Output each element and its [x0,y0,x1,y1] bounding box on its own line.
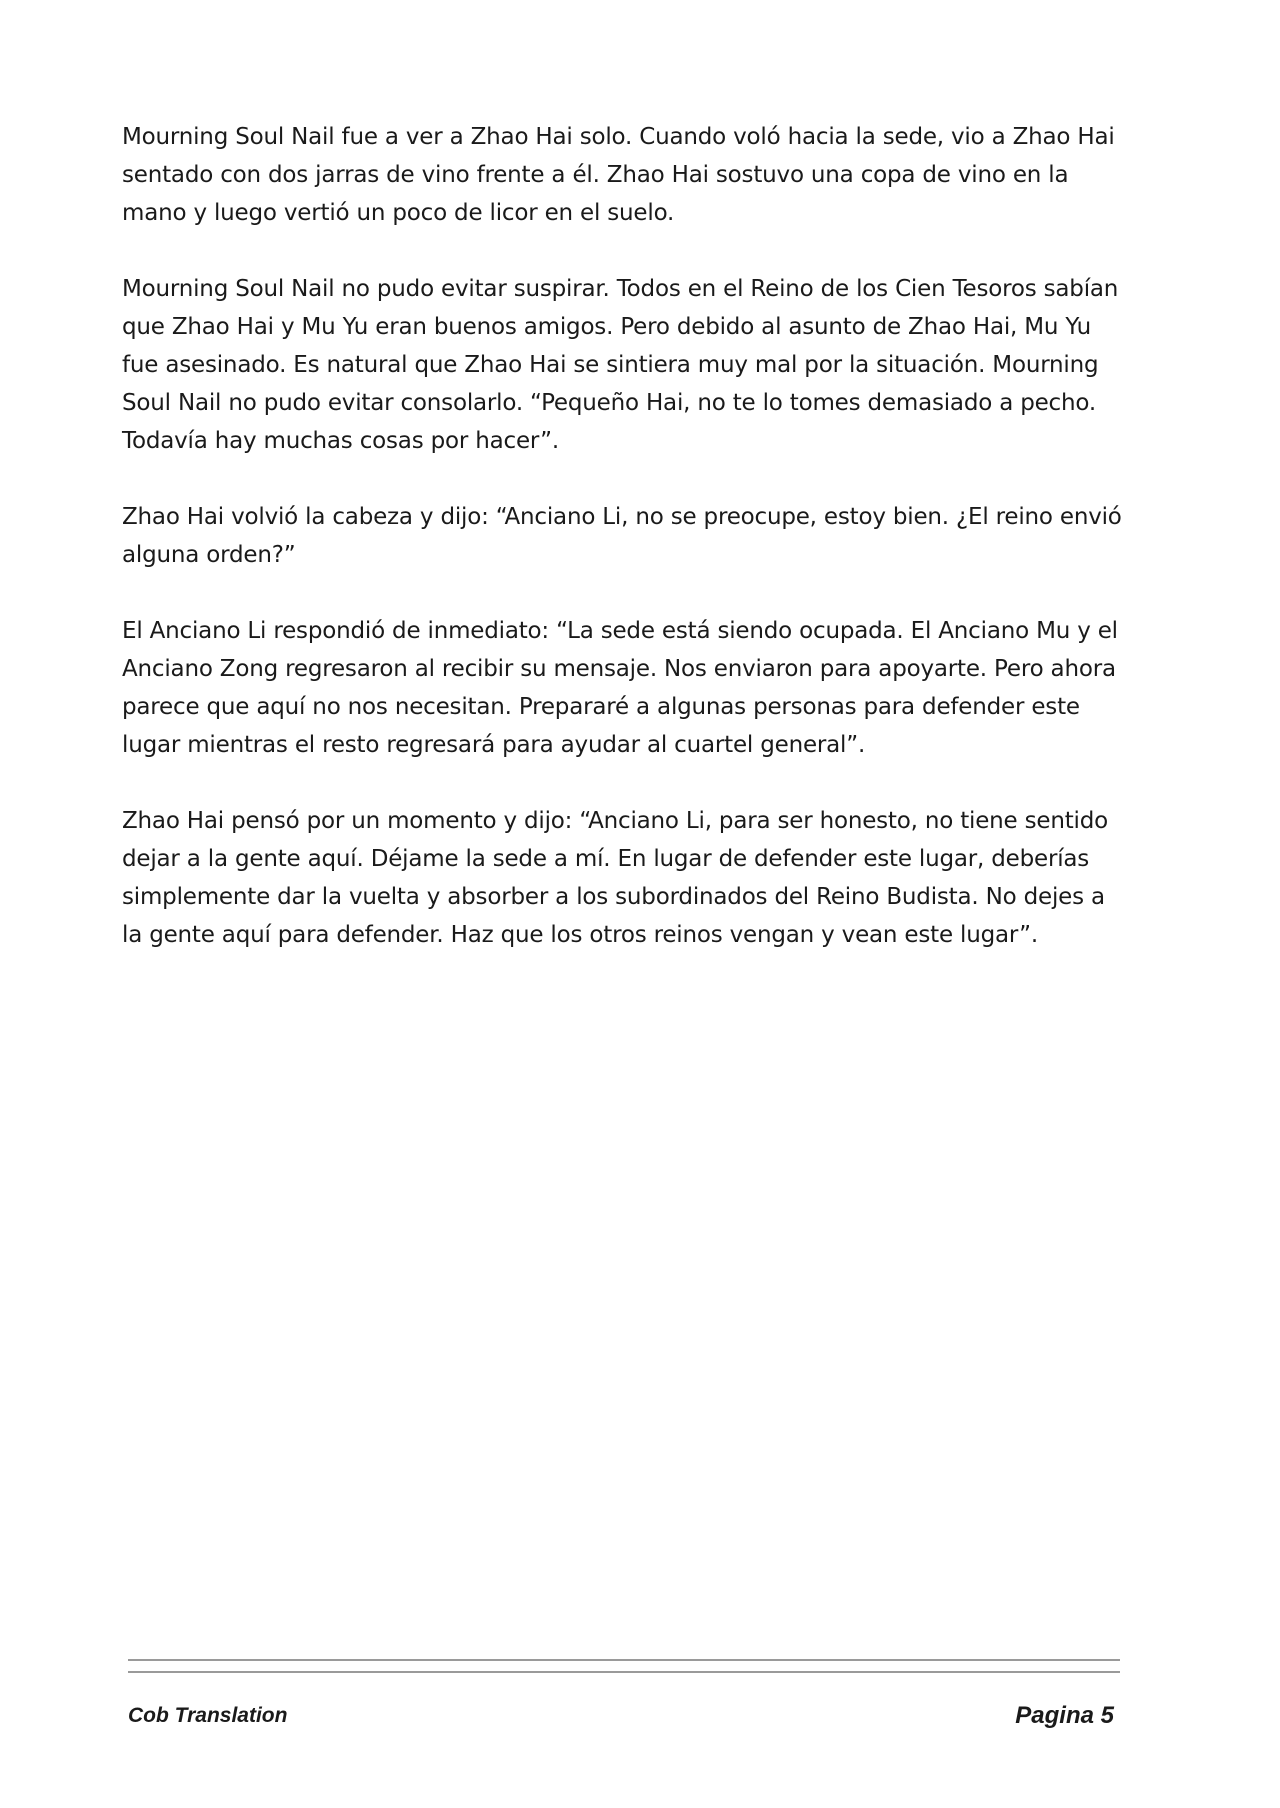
paragraph-4: El Anciano Li respondió de inmediato: “La sede está siendo ocupada. El Anciano Mu y el Anciano Zong regresaron al recibir su mensaje. Nos enviaron para apoyarte. Pero ahora parece que aquí no nos necesitan. Prepararé a algunas personas para defender este lugar mientras el resto regresará para ayudar al cuartel general”. [122,618,1118,758]
paragraph-5: Zhao Hai pensó por un momento y dijo: “Anciano Li, para ser honesto, no tiene sentido dejar a la gente aquí. Déjame la sede a mí. En lugar de defender este lugar, deberías simplemente dar la vuelta y absorber a los subordinados del Reino Budista. No dejes a la gente aquí para defender. Haz que los otros reinos vengan y vean este lugar”. [122,808,1108,948]
footer-divider-bottom [128,1671,1120,1673]
paragraph-3: Zhao Hai volvió la cabeza y dijo: “Anciano Li, no se preocupe, estoy bien. ¿El reino envió alguna orden?” [122,504,1122,568]
paragraph-2: Mourning Soul Nail no pudo evitar suspirar. Todos en el Reino de los Cien Tesoros sabían que Zhao Hai y Mu Yu eran buenos amigos. Pero debido al asunto de Zhao Hai, Mu Yu fue asesinado. Es natural que Zhao Hai se sintiera muy mal por la situación. Mourning Soul Nail no pudo evitar consolarlo. “Pequeño Hai, no te lo tomes demasiado a pecho. Todavía hay muchas cosas por hacer”. [122,276,1119,454]
body-text [122,118,1122,992]
footer-page-number: Pagina 5 [1015,1702,1114,1729]
footer-divider-top [128,1659,1120,1661]
footer-source-label: Cob Translation [128,1704,288,1727]
paragraph-1: Mourning Soul Nail fue a ver a Zhao Hai solo. Cuando voló hacia la sede, vio a Zhao Hai sentado con dos jarras de vino frente a él. Zhao Hai sostuvo una copa de vino en la mano y luego vertió un poco de licor en el suelo. [122,124,1115,226]
